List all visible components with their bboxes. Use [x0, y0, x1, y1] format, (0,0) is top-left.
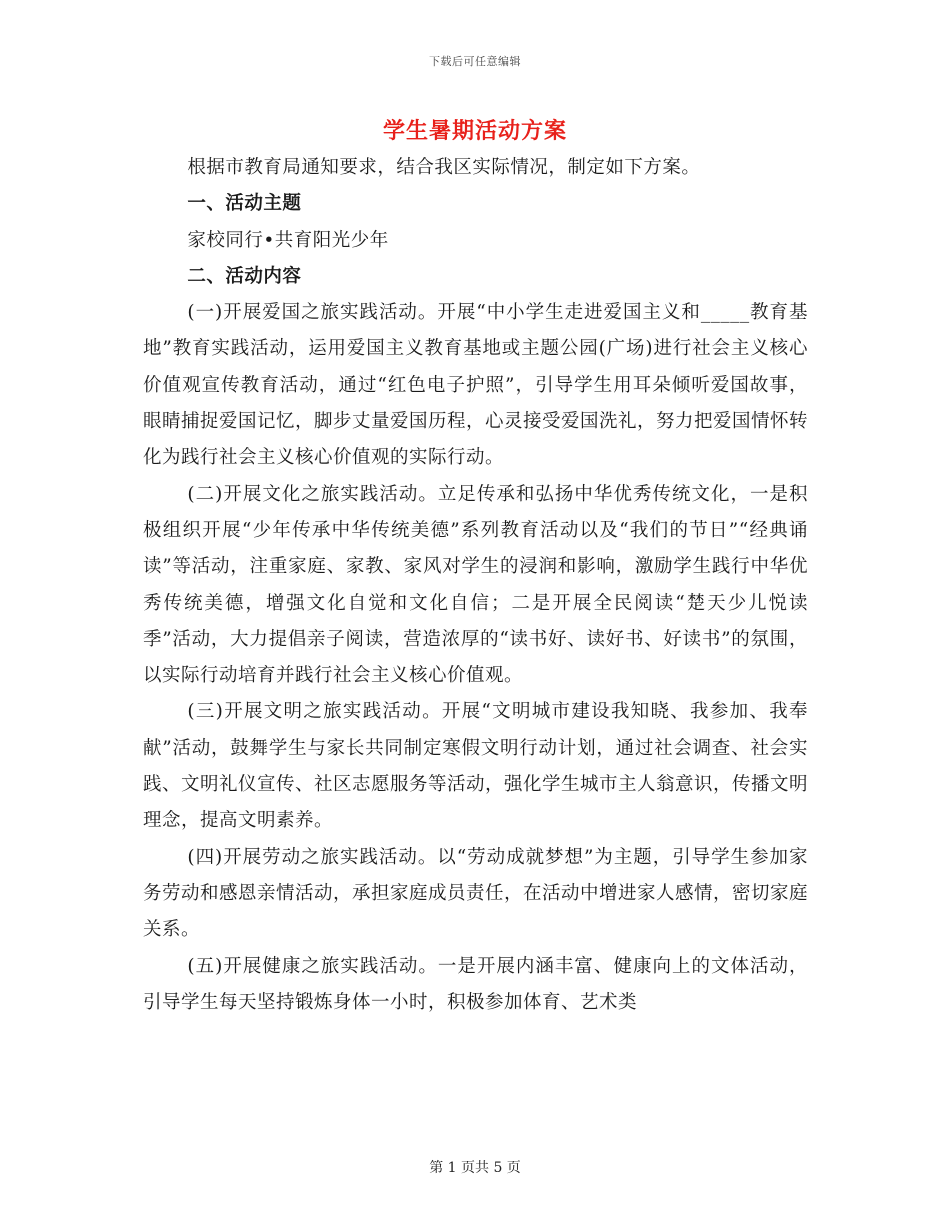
document-title: 学生暑期活动方案: [382, 118, 567, 144]
document-body: [143, 150, 808, 1021]
paragraph-labor: (四)开展劳动之旅实践活动。以“劳动成就梦想”为主题，引导学生参加家务劳动和感恩亲情活动，承担家庭成员责任，在活动中增进家人感情，密切家庭关系。: [143, 846, 809, 941]
page-footer-number: 第 1 页共 5 页: [429, 1160, 521, 1176]
intro-paragraph: 根据市教育局通知要求，结合我区实际情况，制定如下方案。: [187, 157, 701, 178]
section-heading-theme: 一、活动主题: [187, 193, 302, 215]
theme-text: 家校同行•共育阳光少年: [187, 229, 389, 251]
paragraph-culture: (二)开展文化之旅实践活动。立足传承和弘扬中华优秀传统文化，一是积极组织开展“少年传承中华传统美德”系列教育活动以及“我们的节日”“经典诵读”等活动，注重家庭、家教、家风对学生的浸润和影响，激励学生践行中华优秀传统美德，增强文化自觉和文化自信；二是开展全民阅读“楚天少儿悦读季”活动，大力提倡亲子阅读，营造浓厚的“读书好、读好书、好读书”的氛围，以实际行动培育并践行社会主义核心价值观。: [143, 483, 808, 687]
paragraph-patriotic: (一)开展爱国之旅实践活动。开展“中小学生走进爱国主义和_____教育基地”教育实践活动，运用爱国主义教育基地或主题公园(广场)进行社会主义核心价值观宣传教育活动，通过“红色电子护照”，引导学生用耳朵倾听爱国故事，眼睛捕捉爱国记忆，脚步丈量爱国历程，心灵接受爱国洗礼，努力把爱国情怀转化为践行社会主义核心价值观的实际行动。: [143, 302, 809, 469]
page-header-note: 下载后可任意编辑: [429, 55, 521, 68]
paragraph-civilization: (三)开展文明之旅实践活动。开展“文明城市建设我知晓、我参加、我奉献”活动，鼓舞学生与家长共同制定寒假文明行动计划，通过社会调查、社会实践、文明礼仪宣传、社区志愿服务等活动，强化学生城市主人翁意识，传播文明理念，提高文明素养。: [143, 701, 809, 832]
paragraph-health: (五)开展健康之旅实践活动。一是开展内涵丰富、健康向上的文体活动，引导学生每天坚持锻炼身体一小时，积极参加体育、艺术类: [143, 955, 808, 1013]
section-heading-content: 二、活动内容: [187, 265, 302, 287]
